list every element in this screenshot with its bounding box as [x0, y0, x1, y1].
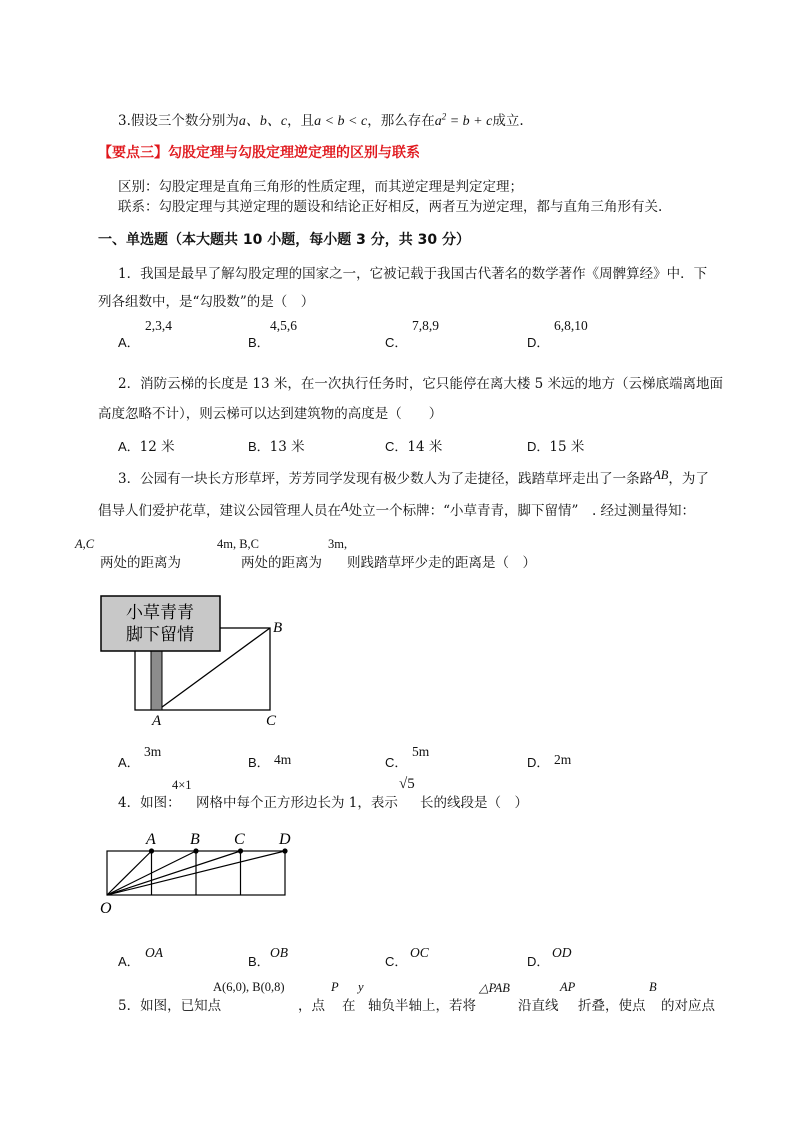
q2-line1: 2．消防云梯的长度是 13 米，在一次执行任务时，它只能停在离大楼 5 米远的地方（云梯底端离地面	[118, 376, 724, 392]
option-value: OB	[270, 945, 288, 960]
q2-option-c[interactable]	[385, 435, 442, 455]
label-b: B	[273, 620, 283, 636]
q3-line3	[75, 537, 675, 571]
option-value: 3m	[144, 744, 162, 759]
assumption-line	[118, 109, 524, 130]
q4-options	[118, 945, 758, 971]
label-c: C	[266, 713, 277, 729]
label-o: O	[100, 900, 112, 917]
q1-line1: 1．我国是最早了解勾股定理的国家之一，它被记载于我国古代著名的数学著作《周髀算经》中．下	[118, 266, 708, 282]
section-title: 一、单选题（本大题共 10 小题，每小题 3 分，共 30 分）	[98, 232, 470, 248]
q2-options	[118, 435, 758, 455]
q2-option-a[interactable]	[118, 435, 175, 455]
q3-distance-text-1: 两处的距离为	[100, 555, 181, 571]
equation-a: a	[434, 114, 442, 129]
q4-sqrt5: √5	[399, 776, 415, 792]
assumption-vars: a、b、c	[238, 114, 288, 129]
q3-line2	[98, 499, 695, 519]
option-value: 2m	[554, 752, 572, 767]
option-letter: A．	[118, 954, 140, 969]
connection-text: 联系：勾股定理与其逆定理的题设和结论正好相反，两者互为逆定理，都与直角三角形有关.	[118, 199, 663, 215]
q4-prefix: 4．如图：	[118, 795, 181, 811]
q5-text-3: 轴负半轴上，若将	[368, 998, 476, 1014]
q3-line1-end: ，为了	[668, 471, 709, 487]
q5-line-ap: AP	[560, 980, 576, 994]
q3-line1	[118, 467, 709, 487]
q3-line2-text: 倡导人们爱护花草，建议公园管理人员在	[98, 503, 341, 519]
option-letter: A．	[118, 439, 140, 454]
q4-question	[118, 778, 618, 818]
q2-line2: 高度忽略不计），则云梯可以达到建筑物的高度是（ ）	[98, 406, 443, 422]
option-letter: D．	[527, 755, 550, 770]
label-a: A	[146, 831, 156, 848]
q5-text-1: ，点	[298, 998, 325, 1014]
option-value: 2,3,4	[145, 318, 172, 333]
q4-grid-size: 4×1	[172, 778, 192, 792]
label-a: A	[152, 713, 162, 729]
option-value: 12 米	[139, 439, 175, 455]
q5-triangle: △PAB	[479, 981, 510, 995]
option-value: OD	[552, 945, 572, 960]
option-value: OA	[145, 945, 163, 960]
q5-text-4: 沿直线	[518, 998, 559, 1014]
q3-options	[118, 744, 758, 772]
option-value: 6,8,10	[554, 318, 588, 333]
q5-prefix: 5．如图，已知点	[118, 998, 222, 1014]
q5-question	[118, 980, 758, 1020]
q3-distance-text-3: 则践踏草坪少走的距离是（ ）	[347, 555, 536, 571]
q5-var-p: P	[331, 980, 339, 994]
distinction-text: 区别：勾股定理是直角三角形的性质定理，而其逆定理是判定定理；	[118, 179, 523, 195]
q1-line2: 列各组数中，是“勾股数”的是（ ）	[98, 294, 315, 310]
q3-lawn-figure	[95, 590, 305, 730]
q5-var-b: B	[649, 980, 657, 994]
option-value: 7,8,9	[412, 318, 439, 333]
label-d: D	[279, 831, 291, 848]
q1-options	[118, 318, 758, 350]
q5-text-2: 在	[342, 998, 356, 1014]
q5-var-y: y	[358, 980, 364, 994]
sign-post	[151, 648, 162, 710]
option-value: 4m	[274, 752, 292, 767]
assumption-mid2: ，那么存在	[367, 113, 435, 129]
q2-option-b[interactable]	[248, 435, 305, 455]
q5-points: A(6,0), B(0,8)	[213, 980, 285, 994]
option-letter: B．	[248, 755, 270, 770]
assumption-inequality: a < b < c	[314, 114, 368, 129]
sign-text-line1: 小草青青	[126, 603, 194, 623]
segment-oa	[107, 851, 152, 895]
option-letter: B．	[248, 335, 270, 350]
option-letter: A．	[118, 755, 140, 770]
q3-line2-end: 处立一个标牌：“小草青青，脚下留情” . 经过测量得知：	[348, 503, 696, 519]
label-c: C	[234, 831, 245, 848]
equation-exponent: 2	[441, 111, 447, 122]
equation-rest: = b + c	[446, 114, 493, 129]
option-value: 5m	[412, 744, 430, 759]
option-letter: D．	[527, 335, 550, 350]
option-value: 4,5,6	[270, 318, 297, 333]
q3-var-a: A	[341, 500, 349, 514]
q5-text-6: 的对应点	[661, 998, 715, 1014]
q3-line1-text: 3．公园有一块长方形草坪，芳芳同学发现有极少数人为了走捷径，践踏草坪走出了一条路	[118, 471, 654, 487]
assumption-prefix: 3.假设三个数分别为	[118, 113, 239, 129]
q3-measure-2: 3m,	[328, 537, 348, 551]
option-value: 14 米	[407, 439, 443, 455]
option-letter: A．	[118, 335, 140, 350]
q2-option-d[interactable]	[527, 435, 584, 455]
option-letter: D．	[527, 954, 550, 969]
q3-var-ab: AB	[653, 468, 669, 482]
option-letter: C．	[385, 335, 408, 350]
sign-text-line2: 脚下留情	[126, 625, 194, 645]
point-b	[193, 848, 198, 853]
q5-text-5: 折叠，使点	[578, 998, 646, 1014]
assumption-mid: ，且	[287, 113, 315, 129]
assumption-suffix: 成立.	[492, 113, 524, 129]
q3-measure-1: 4m, B,C	[217, 537, 260, 551]
option-letter: C．	[385, 954, 408, 969]
option-letter: D．	[527, 439, 550, 454]
q4-grid-figure	[95, 826, 305, 918]
option-value: 15 米	[549, 439, 585, 455]
segment-oc	[107, 851, 241, 895]
q4-suffix: 长的线段是（ ）	[420, 795, 528, 811]
q3-distance-text-2: 两处的距离为	[241, 555, 322, 571]
point-d	[282, 848, 287, 853]
q4-mid: 网格中每个正方形边长为 1，表示	[196, 795, 398, 811]
option-value: 13 米	[269, 439, 305, 455]
label-b: B	[190, 831, 200, 848]
q3-ac: A,C	[75, 537, 95, 551]
option-letter: C．	[385, 755, 408, 770]
option-letter: B．	[248, 954, 270, 969]
key-point-heading: 【要点三】勾股定理与勾股定理逆定理的区别与联系	[98, 145, 420, 161]
point-c	[238, 848, 243, 853]
option-letter: B．	[248, 439, 270, 454]
point-a	[149, 848, 154, 853]
option-value: OC	[410, 945, 429, 960]
option-letter: C．	[385, 439, 408, 454]
